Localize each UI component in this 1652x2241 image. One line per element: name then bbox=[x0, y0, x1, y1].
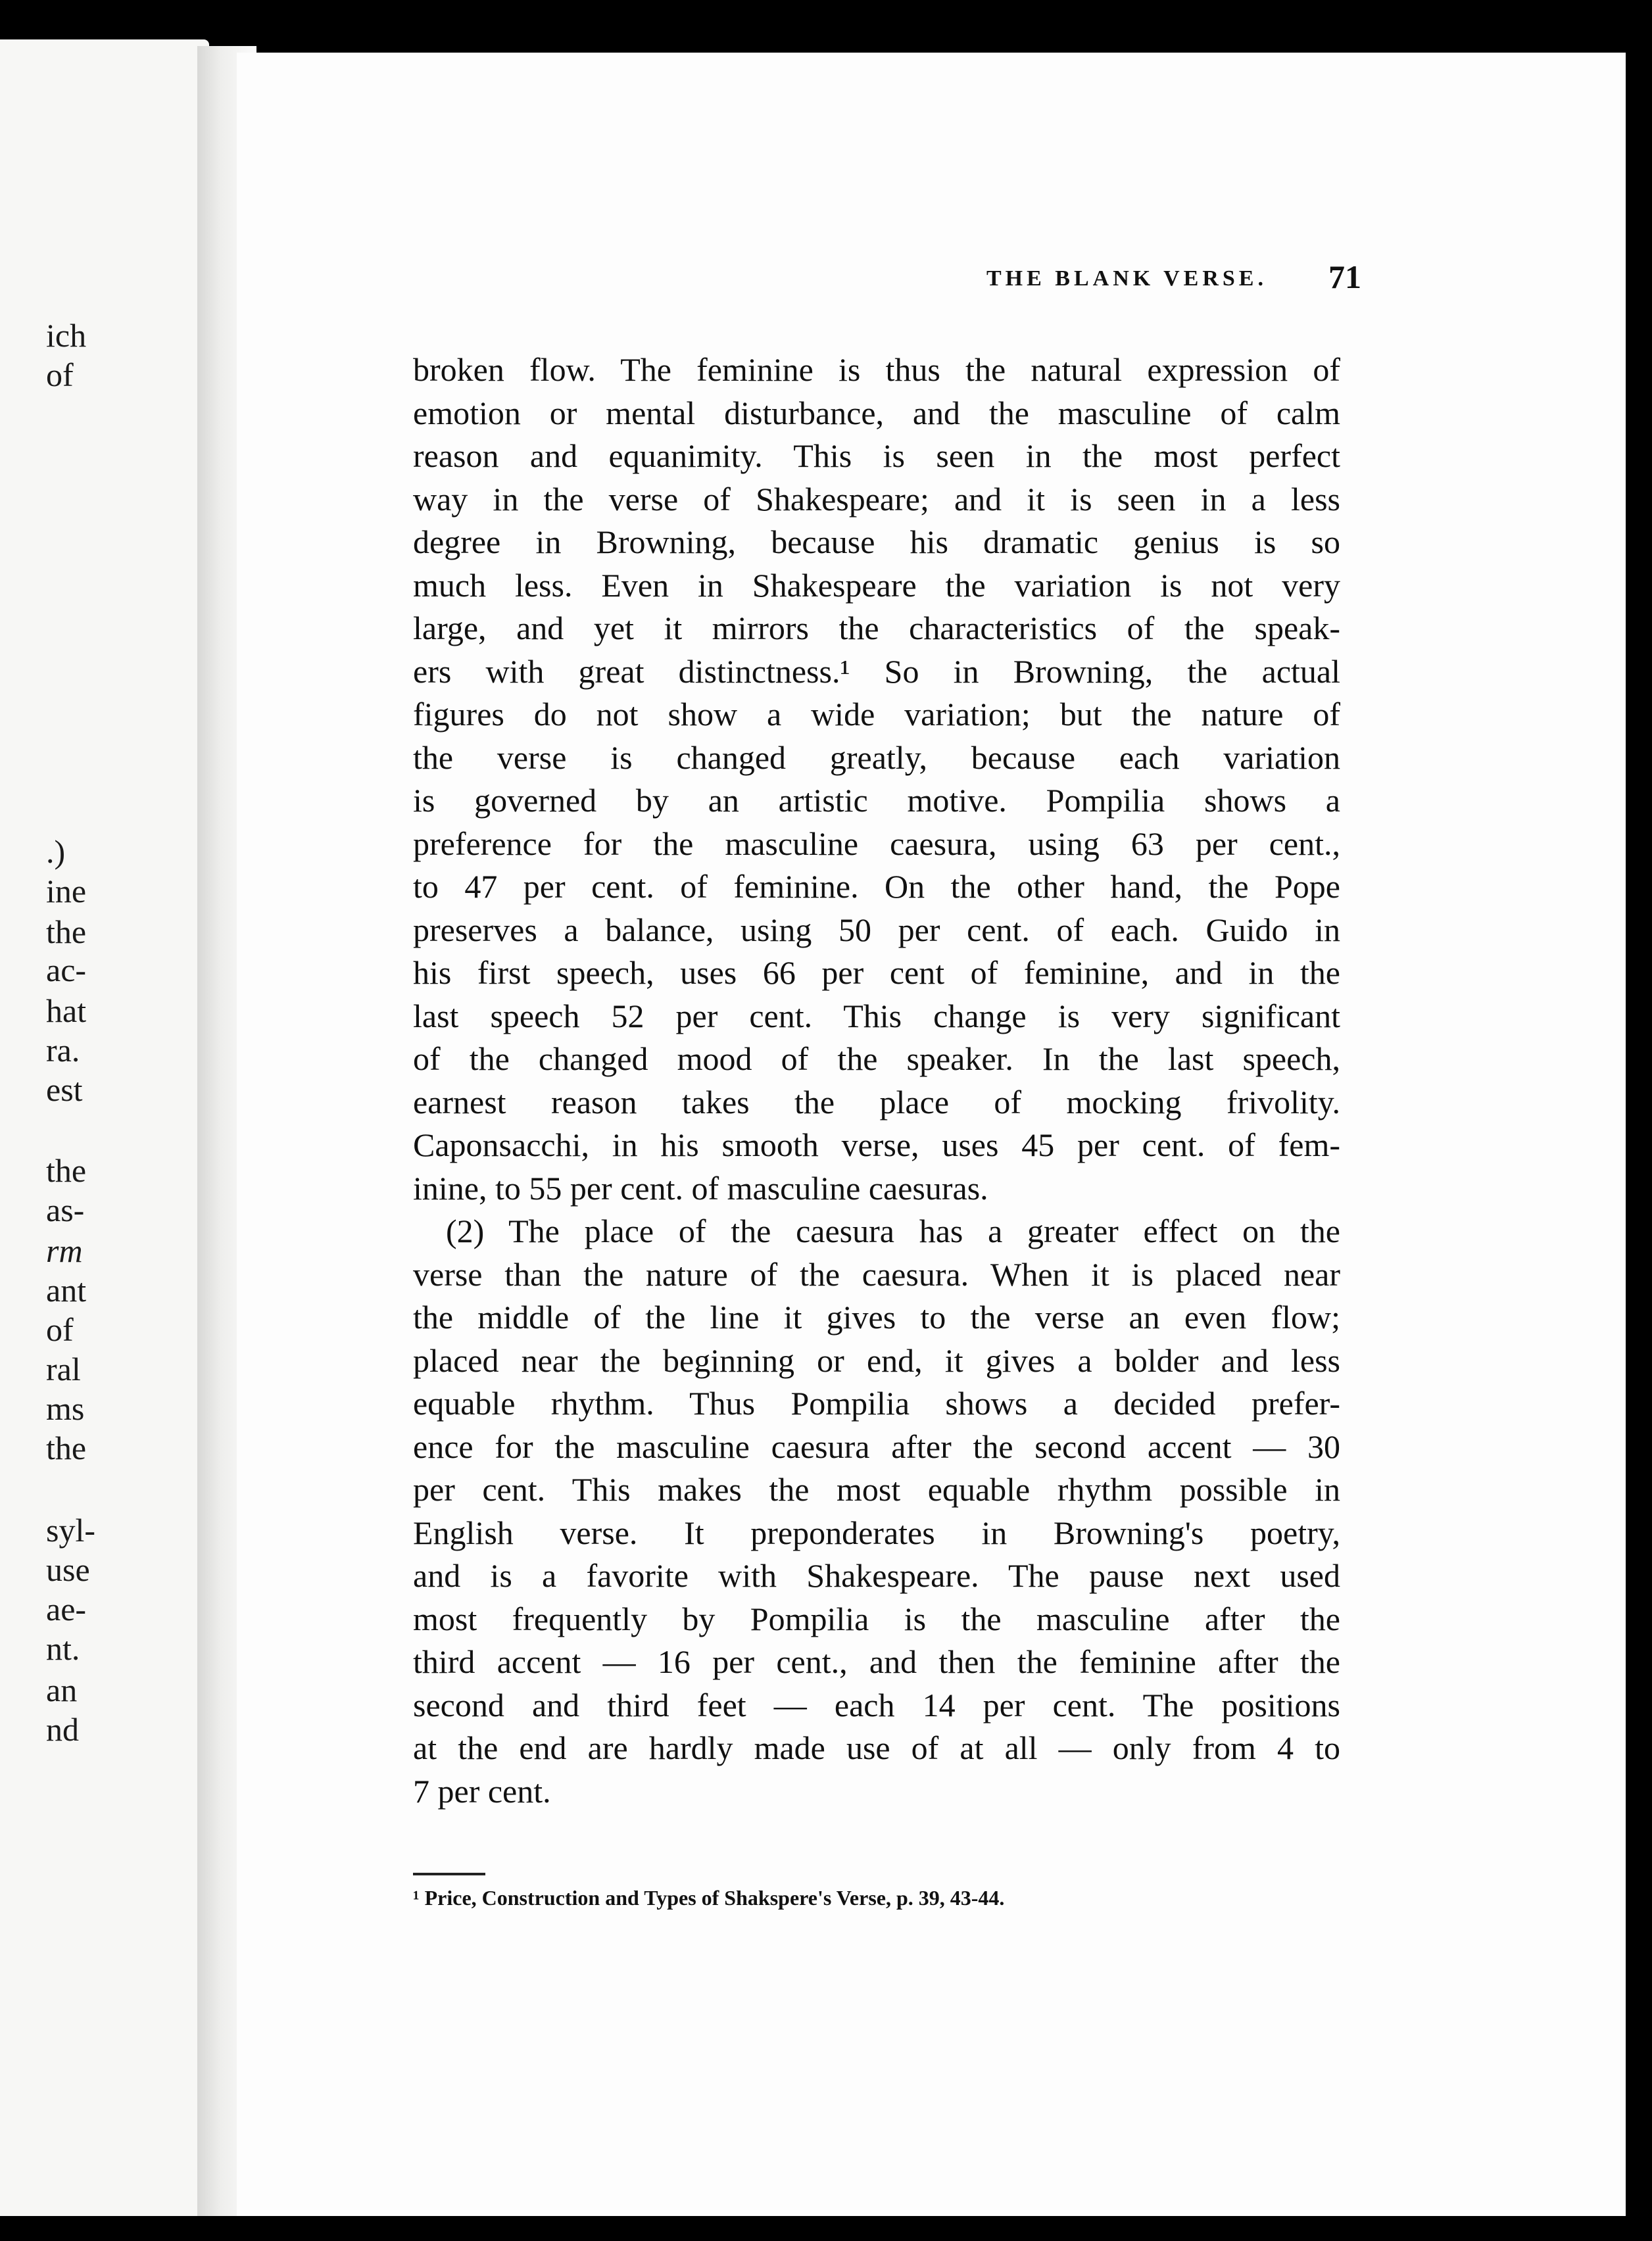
text-line: English verse. It preponderates in Browning's poetry, bbox=[413, 1514, 1340, 1551]
facing-page-fragment: ac- bbox=[46, 952, 87, 988]
text-line: earnest reason takes the place of mocking frivolity. bbox=[413, 1083, 1340, 1120]
facing-page-fragment: the bbox=[46, 1430, 87, 1466]
text-line: to 47 per cent. of feminine. On the other hand, the Pope bbox=[413, 868, 1340, 905]
text-line: preserves a balance, using 50 per cent. of each. Guido in bbox=[413, 911, 1340, 948]
facing-page-fragment: nd bbox=[46, 1711, 79, 1748]
text-line: preference for the masculine caesura, using 63 per cent., bbox=[413, 825, 1340, 862]
facing-page-fragment: .) bbox=[46, 833, 66, 870]
text-line: and is a favorite with Shakespeare. The pause next used bbox=[413, 1557, 1340, 1594]
text-line: placed near the beginning or end, it gives a bolder and less bbox=[413, 1341, 1340, 1379]
text-line: at the end are hardly made use of at all — only from 4 to bbox=[413, 1729, 1340, 1766]
text-line: the verse is changed greatly, because each variation bbox=[413, 738, 1340, 776]
text-line: last speech 52 per cent. This change is very significant bbox=[413, 997, 1340, 1034]
text-line: equable rhythm. Thus Pompilia shows a decided prefer- bbox=[413, 1385, 1340, 1422]
facing-page-fragment: of bbox=[46, 356, 74, 393]
text-line: Caponsacchi, in his smooth verse, uses 45 per cent. of fem- bbox=[413, 1126, 1340, 1163]
facing-page-fragment: syl- bbox=[46, 1512, 95, 1549]
page-number: 71 bbox=[1328, 258, 1361, 295]
text-line: verse than the nature of the caesura. When it is placed near bbox=[413, 1255, 1340, 1293]
text-line: (2) The place of the caesura has a greater effect on the bbox=[446, 1213, 1340, 1249]
text-line: the middle of the line it gives to the verse an even flow; bbox=[413, 1299, 1340, 1336]
text-line: of the changed mood of the speaker. In the last speech, bbox=[413, 1040, 1340, 1077]
facing-page-fragment: hat bbox=[46, 992, 87, 1029]
facing-page-fragment: est bbox=[46, 1071, 83, 1108]
text-line: third accent — 16 per cent., and then the feminine after the bbox=[413, 1643, 1340, 1680]
facing-page-fragment: use bbox=[46, 1551, 90, 1588]
text-line: second and third feet — each 14 per cent. The positions bbox=[413, 1686, 1340, 1723]
facing-page-fragment: the bbox=[46, 913, 87, 950]
text-line: ers with great distinctness.¹ So in Browning, the actual bbox=[413, 652, 1340, 690]
text-line: most frequently by Pompilia is the masculine after the bbox=[413, 1600, 1340, 1637]
text-line: way in the verse of Shakespeare; and it is seen in a less bbox=[413, 480, 1340, 518]
facing-page-fragment: nt. bbox=[46, 1630, 80, 1667]
facing-page-fragment: rm bbox=[46, 1232, 83, 1269]
facing-page-fragment: an bbox=[46, 1672, 78, 1708]
facing-page-fragment: as- bbox=[46, 1192, 85, 1228]
text-line: per cent. This makes the most equable rhythm possible in bbox=[413, 1471, 1340, 1508]
text-line: ence for the masculine caesura after the second accent — 30 bbox=[413, 1428, 1340, 1465]
footnote: ¹ Price, Construction and Types of Shakspere's Verse, p. 39, 43-44. bbox=[413, 1886, 1005, 1910]
text-line: degree in Browning, because his dramatic genius is so bbox=[413, 523, 1340, 560]
body-text bbox=[413, 349, 1340, 1813]
book-page bbox=[237, 53, 1626, 2216]
facing-page-fragment: ms bbox=[46, 1390, 85, 1427]
facing-page-fragment: ral bbox=[46, 1351, 81, 1387]
text-line: emotion or mental disturbance, and the masculine of calm bbox=[413, 394, 1340, 431]
text-line: is governed by an artistic motive. Pompilia shows a bbox=[413, 782, 1340, 819]
text-line: broken flow. The feminine is thus the natural expression of bbox=[413, 351, 1340, 388]
footnote-divider bbox=[413, 1873, 485, 1875]
facing-page-fragment: ine bbox=[46, 873, 87, 909]
text-line: inine, to 55 per cent. of masculine caesuras. bbox=[413, 1169, 988, 1207]
text-line: figures do not show a wide variation; but the nature of bbox=[413, 696, 1340, 733]
facing-page-left bbox=[0, 39, 209, 2216]
facing-page-fragment: ant bbox=[46, 1272, 87, 1309]
facing-page-fragment: ae- bbox=[46, 1591, 87, 1627]
facing-page-fragment: ra. bbox=[46, 1032, 80, 1069]
facing-page-fragment: of bbox=[46, 1311, 74, 1348]
text-line: much less. Even in Shakespeare the variation is not very bbox=[413, 566, 1340, 604]
facing-page-fragment: ich bbox=[46, 317, 87, 354]
text-line: his first speech, uses 66 per cent of feminine, and in the bbox=[413, 954, 1340, 991]
text-line: 7 per cent. bbox=[413, 1772, 551, 1810]
facing-page-fragment: the bbox=[46, 1152, 87, 1189]
running-head: THE BLANK VERSE. bbox=[986, 266, 1267, 291]
text-line: large, and yet it mirrors the characteristics of the speak- bbox=[413, 610, 1340, 646]
text-line: reason and equanimity. This is seen in the most perfect bbox=[413, 437, 1340, 474]
